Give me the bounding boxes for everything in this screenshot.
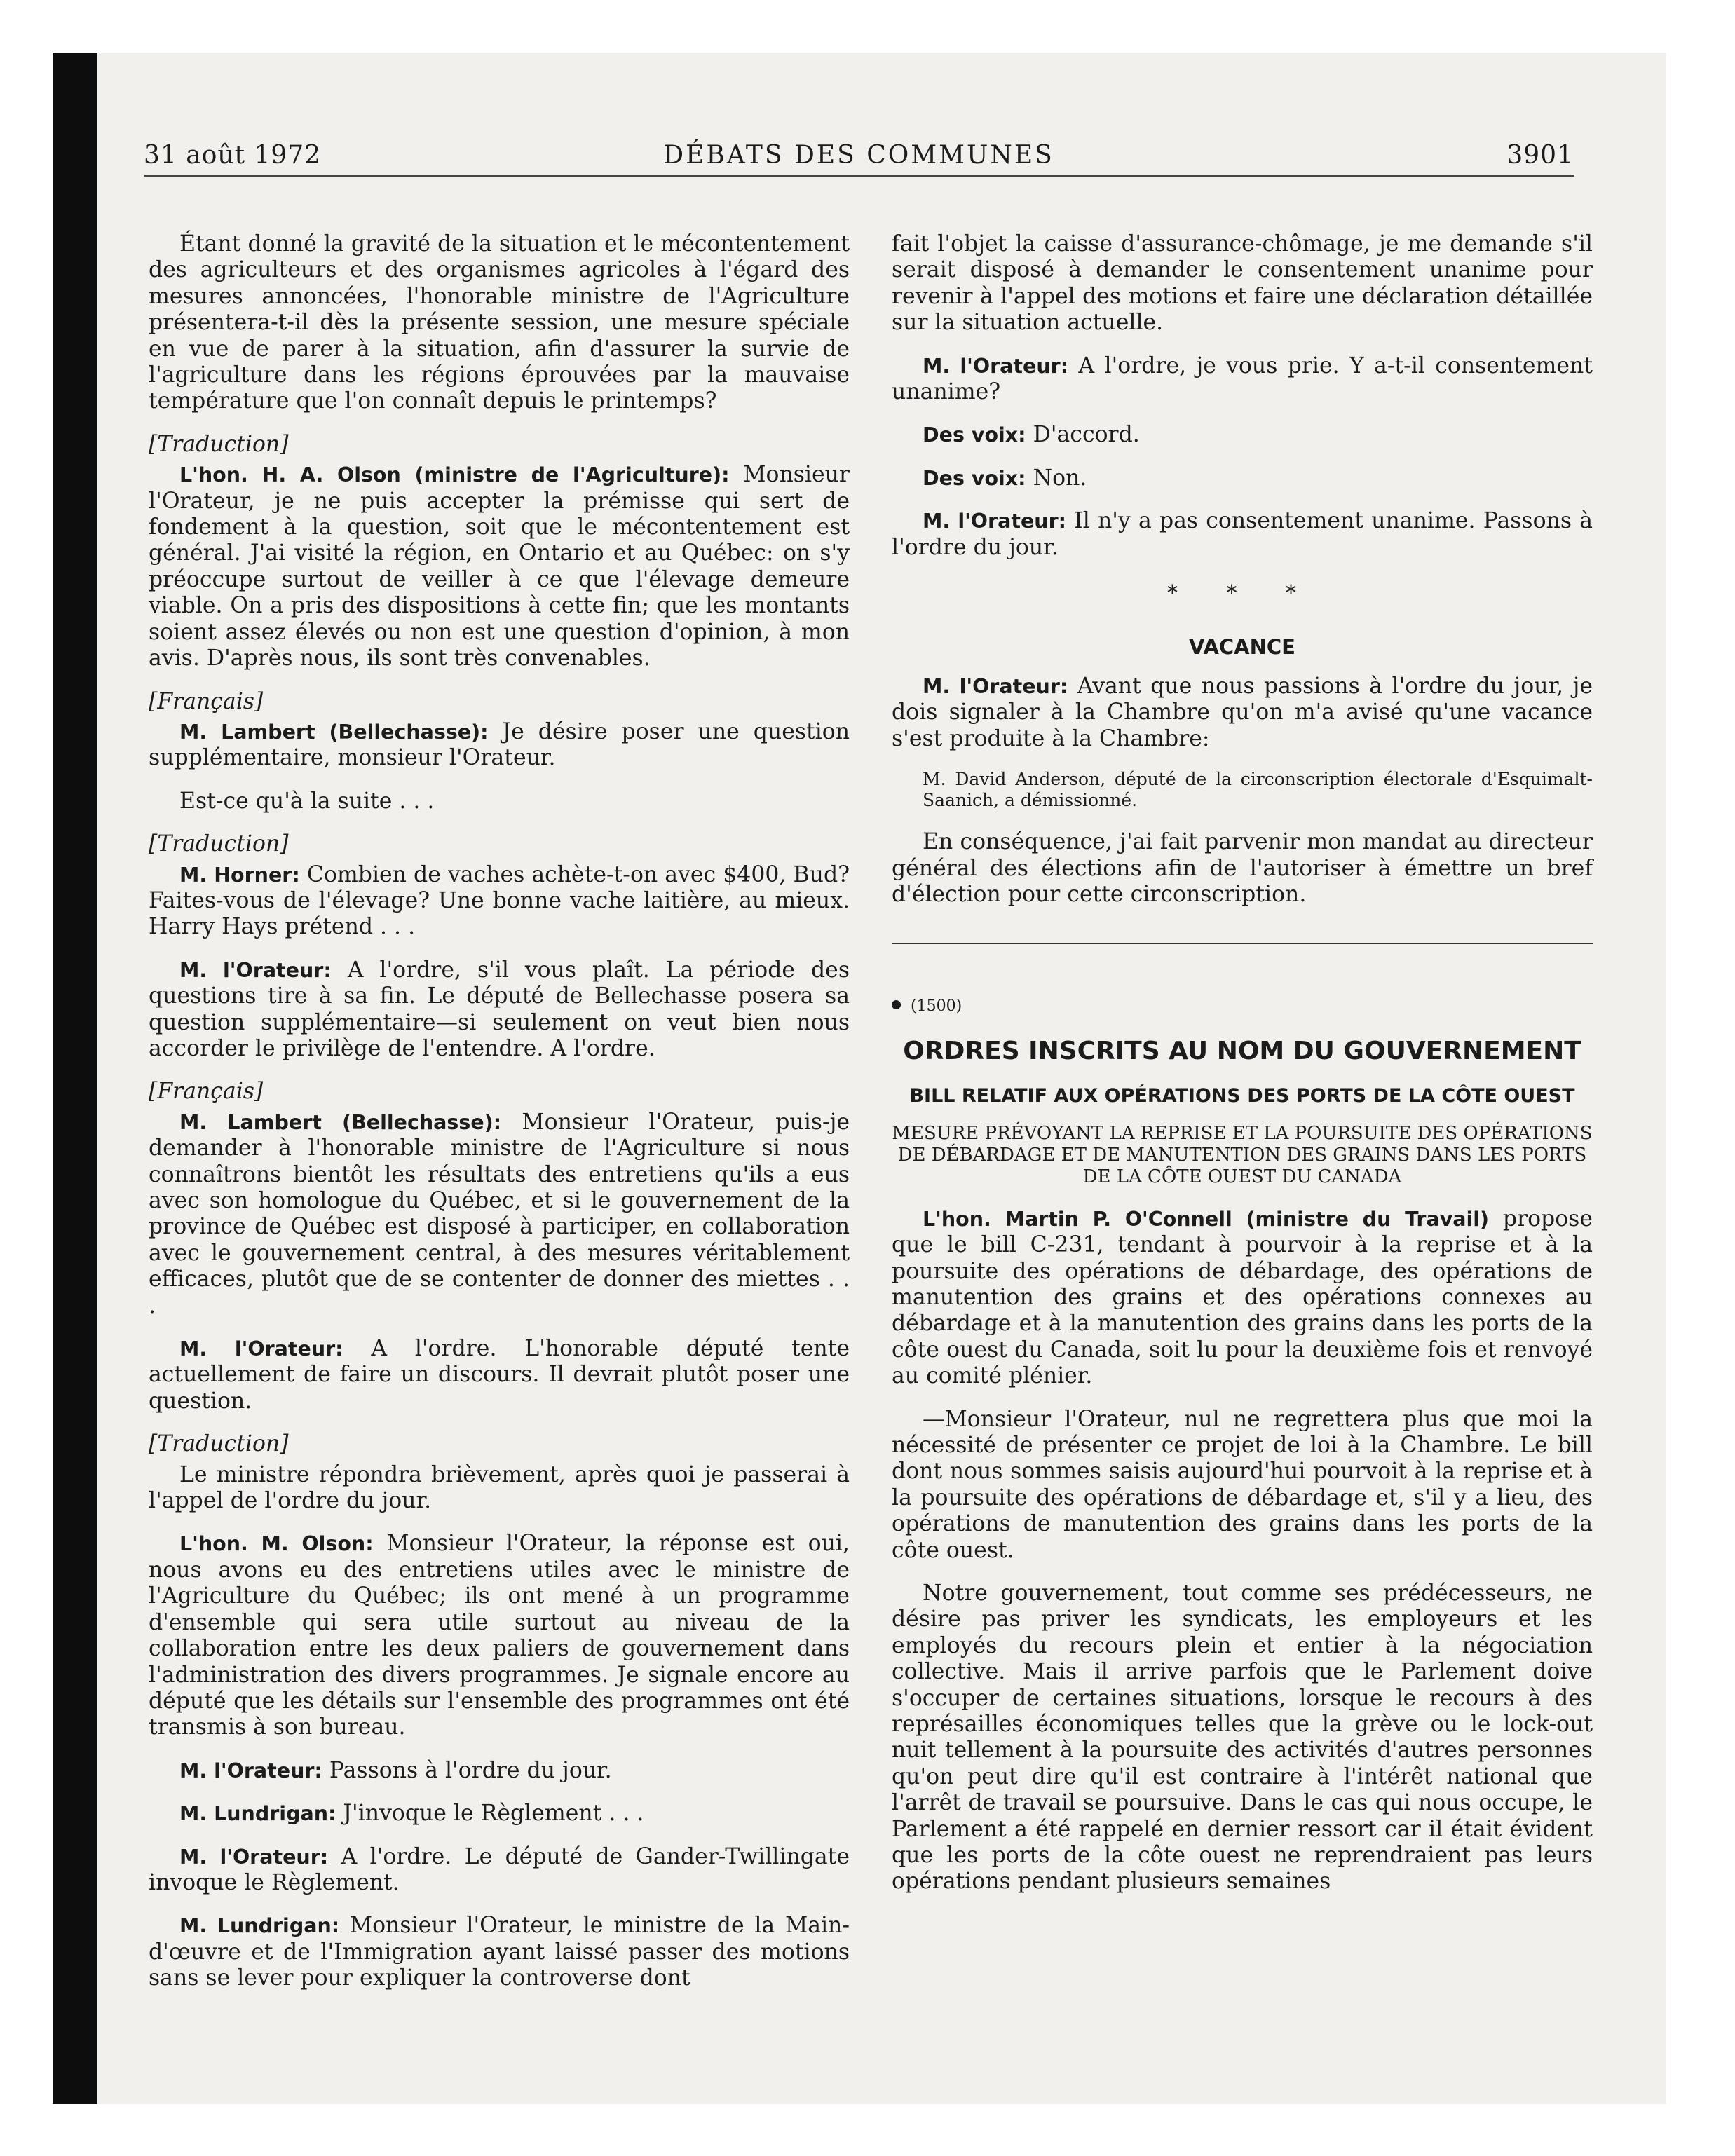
vacancy-notice: M. David Anderson, député de la circonscription électorale d'Esquimalt-Saanich, a démissionné.: [923, 769, 1593, 811]
speech-text: Monsieur l'Orateur, la réponse est oui, nous avons eu des entretiens utiles avec le ministre de l'Agriculture du Québec; ils ont mené à un programme d'ensemble qui sera utile surtout au niveau de la collaboration entre les deux paliers de gouvernement dans l'administration des divers programmes. Je signale encore au député que les détails sur l'ensemble des programmes ont été transmis à son bureau.: [149, 1531, 850, 1740]
language-marker: [Français]: [149, 688, 264, 714]
paragraph: [149, 862, 850, 941]
bill-subtitle: MESURE PRÉVOYANT LA REPRISE ET LA POURSUITE DES OPÉRATIONS DE DÉBARDAGE ET DE MANUTENTION DES GRAINS DANS LES PORTS DE LA CÔTE OUEST DU CANADA: [892, 1122, 1593, 1187]
speech-text: Monsieur l'Orateur, le ministre de la Main-d'œuvre et de l'Immigration ayant laissé passer des motions sans se lever pour expliquer la controverse dont: [149, 1913, 850, 1991]
paragraph: [149, 957, 850, 1063]
left-column: [149, 231, 850, 2009]
speaker-name: M. l'Orateur:: [923, 510, 1067, 533]
speech-text: Avant que nous passions à l'ordre du jour, je dois signaler à la Chambre qu'on m'a avisé qu'une vacance s'est produite à la Chambre:: [892, 673, 1593, 751]
speech-text: Non.: [1026, 465, 1087, 491]
header-page-number: 3901: [1506, 141, 1574, 170]
speech-text: Monsieur l'Orateur, je ne puis accepter la prémisse qui sert de fondement à la question, soit que le mécontentement est général. J'ai visité la région, en Ontario et au Québec: on s'y préoccupe surtout de veiller à ce que l'élevage demeure viable. On a pris des dispositions à cette fin; que les montants soient assez élevés ou non est une question d'opinion, à mon avis. D'après nous, ils sont très convenables.: [149, 462, 850, 671]
paragraph: [149, 1844, 850, 1897]
speech-text: A l'ordre. L'honorable député tente actuellement de faire un discours. Il devrait plutôt poser une question.: [149, 1336, 850, 1414]
paragraph: [892, 422, 1593, 448]
bullet-icon: [892, 1000, 901, 1009]
paragraph: [892, 465, 1593, 491]
speech-text: Passons à l'ordre du jour.: [322, 1757, 612, 1783]
language-marker: [Traduction]: [149, 831, 289, 857]
section-title-vacancy: VACANCE: [1188, 635, 1295, 660]
paragraph: [149, 1801, 850, 1827]
language-marker: [Français]: [149, 1079, 264, 1105]
speaker-name: M. l'Orateur:: [179, 1759, 322, 1782]
paragraph: [892, 508, 1593, 561]
speaker-name: M. Lambert (Bellechasse):: [179, 1110, 502, 1134]
scan-edge-bar: [53, 53, 97, 2104]
time-marker-text: (1500): [911, 997, 962, 1016]
paragraph: [149, 1110, 850, 1319]
paragraph: [149, 719, 850, 772]
speech-text: A l'ordre, s'il vous plaît. La période des questions tire à sa fin. Le député de Bellechasse posera sa question supplémentaire—si seulement on veut bien nous accorder le privilège de l'entendre. A l'ordre.: [149, 957, 850, 1061]
speaker-name: M. l'Orateur:: [179, 1337, 343, 1361]
speech-text: A l'ordre, je vous prie. Y a-t-il consentement unanime?: [892, 353, 1593, 405]
speaker-name: M. l'Orateur:: [923, 674, 1068, 698]
speaker-name: M. l'Orateur:: [923, 354, 1069, 378]
paragraph: Notre gouvernement, tout comme ses prédécesseurs, ne désire pas priver les syndicats, les employeurs et les employés du recours plein et entier à la négociation collective. Mais il arrive parfois que le Parlement doive s'occuper de certaines situations, lorsque le recours à des représailles économiques telles que la grève ou le lock-out nuit tellement à la poursuite des activités d'autres personnes qu'on peut dire qu'il est contraire à l'intérêt national que l'arrêt de travail se poursuive. Dans le cas qui nous occupe, le Parlement a été rappelé en dernier ressort car il était évident que les ports de la côte ouest ne reprendraient pas leurs opérations pendant plusieurs semaines: [892, 1581, 1593, 1895]
paragraph: [149, 462, 850, 671]
speaker-name: Des voix:: [923, 423, 1026, 447]
speaker-name: M. l'Orateur:: [179, 1845, 329, 1869]
speech-text: J'invoque le Règlement . . .: [336, 1801, 644, 1827]
speaker-name: M. l'Orateur:: [179, 958, 332, 982]
orders-title: ORDRES INSCRITS AU NOM DU GOUVERNEMENT: [903, 1036, 1581, 1065]
speech-text: D'accord.: [1026, 422, 1140, 448]
speech-text: A l'ordre. Le député de Gander-Twillingate invoque le Règlement.: [149, 1843, 850, 1895]
speech-text: Monsieur l'Orateur, puis-je demander à l'honorable ministre de l'Agriculture si nous connaîtrons bientôt les résultats des entretiens qu'ils a eus avec son homologue du Québec, et si le gouvernement de la province de Québec est disposé à participer, en collaboration avec le gouvernement central, à des mesures véritablement efficaces, plutôt que de se contenter de donner des miettes . . .: [149, 1109, 850, 1318]
speaker-name: M. Lundrigan:: [179, 1914, 340, 1938]
paragraph: Est-ce qu'à la suite . . .: [179, 788, 435, 814]
speech-text: Combien de vaches achète-t-on avec $400, Bud? Faites-vous de l'élevage? Une bonne vache laitière, au mieux. Harry Hays prétend . . .: [149, 861, 850, 940]
paragraph: [149, 1913, 850, 1991]
paragraph: Étant donné la gravité de la situation et le mécontentement des agriculteurs et des organismes agricoles à l'égard des mesures annoncées, l'honorable ministre de l'Agriculture présentera-t-il dès la présente session, une mesure spéciale en vue de parer à la situation, afin d'assurer la survie de l'agriculture dans les régions éprouvées par la mauvaise température que l'on connaît depuis le printemps?: [149, 231, 850, 414]
header-date: 31 août 1972: [144, 141, 322, 170]
page-header: [144, 140, 1574, 177]
speaker-name: M. Horner:: [179, 863, 300, 887]
paragraph: [892, 353, 1593, 406]
section-separator: * * *: [1166, 581, 1318, 606]
language-marker: [Traduction]: [149, 431, 289, 457]
paragraph: [892, 674, 1593, 752]
speech-text: Je désire poser une question supplémentaire, monsieur l'Orateur.: [149, 718, 850, 771]
speaker-name: L'hon. Martin P. O'Connell (ministre du Travail): [923, 1207, 1490, 1231]
speech-text: Il n'y a pas consentement unanime. Passons à l'ordre du jour.: [892, 508, 1593, 560]
speaker-name: Des voix:: [923, 466, 1026, 490]
time-marker: [892, 993, 1593, 1019]
section-divider: [892, 943, 1593, 944]
bill-title: BILL RELATIF AUX OPÉRATIONS DES PORTS DE LA CÔTE OUEST: [909, 1084, 1575, 1107]
paragraph: Le ministre répondra brièvement, après quoi je passerai à l'appel de l'ordre du jour.: [149, 1461, 850, 1514]
paragraph: [149, 1531, 850, 1740]
paragraph: fait l'objet la caisse d'assurance-chômage, je me demande s'il serait disposé à demander le consentement unanime pour revenir à l'appel des motions et faire une déclaration détaillée sur la situation actuelle.: [892, 231, 1593, 336]
paragraph: [892, 1206, 1593, 1390]
speech-text: propose que le bill C-231, tendant à pourvoir à la reprise et à la poursuite des opérations de débardage, des opérations de manutention des grains et des opérations connexes au débardage et à la manutention des grains dans les ports de la côte ouest du Canada, soit lu pour la deuxième fois et renvoyé au comité plénier.: [892, 1206, 1593, 1389]
paragraph: [149, 1758, 850, 1784]
speaker-name: M. Lambert (Bellechasse):: [179, 720, 489, 744]
speaker-name: L'hon. H. A. Olson (ministre de l'Agriculture):: [179, 463, 730, 487]
speaker-name: M. Lundrigan:: [179, 1802, 336, 1826]
paragraph: En conséquence, j'ai fait parvenir mon mandat au directeur général des élections afin de l'autoriser à émettre un bref d'élection pour cette circonscription.: [892, 829, 1593, 907]
language-marker: [Traduction]: [149, 1431, 289, 1457]
right-column: [892, 231, 1593, 1912]
paragraph: [149, 1336, 850, 1414]
header-title: DÉBATS DES COMMUNES: [663, 141, 1054, 170]
speaker-name: L'hon. M. Olson:: [179, 1532, 374, 1556]
paragraph: —Monsieur l'Orateur, nul ne regrettera plus que moi la nécessité de présenter ce projet de loi à la Chambre. Le bill dont nous sommes saisis aujourd'hui pourvoit à la reprise et à la poursuite des opérations de débardage et, s'il y a lieu, des opérations de manutention des grains dans les ports de la côte ouest.: [892, 1406, 1593, 1563]
